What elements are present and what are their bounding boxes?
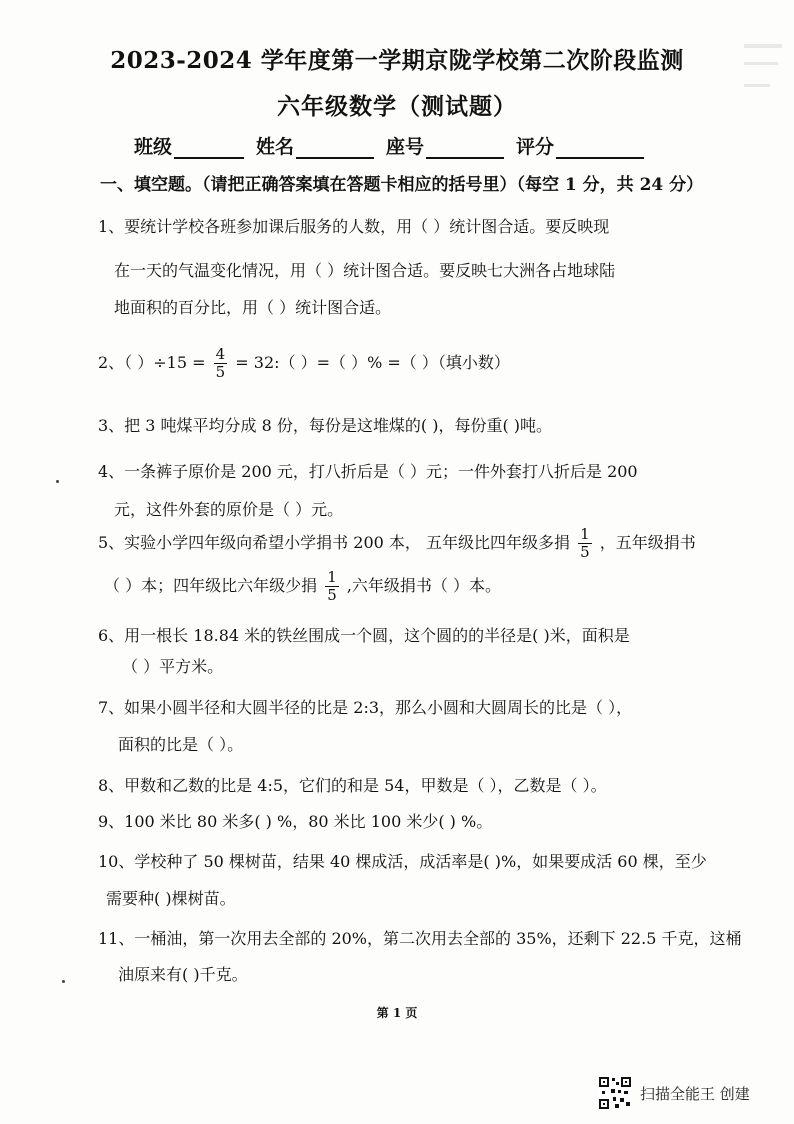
fraction-one-fifth — [325, 569, 339, 604]
question-7-line-2: 面积的比是（ ）。 — [118, 735, 244, 754]
fraction-numerator: 1 — [580, 525, 590, 543]
student-info-row — [134, 132, 656, 159]
fraction-numerator: 4 — [215, 345, 226, 363]
score-blank[interactable] — [556, 137, 644, 159]
question-1-line-3: 地面积的百分比，用（ ）统计图合适。 — [114, 298, 392, 317]
fraction-denominator: 5 — [215, 363, 226, 381]
question-6-line-1: 6、用一根长 18.84 米的铁丝围成一个圆，这个圆的的半径是( )米，面积是 — [98, 626, 630, 645]
score-label: 评分 — [516, 136, 555, 158]
scan-speck — [62, 980, 65, 983]
fraction-denominator: 5 — [580, 543, 590, 561]
question-5-line-1 — [98, 526, 696, 561]
name-label: 姓名 — [256, 136, 295, 158]
question-3: 3、把 3 吨煤平均分成 8 份，每份是这堆煤的( )，每份重( )吨。 — [98, 416, 553, 435]
question-10-line-1: 10、学校种了 50 棵树苗，结果 40 棵成活，成活率是( )%，如果要成活 60 棵，至少 — [98, 852, 707, 871]
question-5-part-b: ，五年级捐书 — [599, 533, 696, 552]
watermark-text: 扫描全能王 创建 — [640, 1084, 750, 1103]
question-11-line-2: 油原来有( )千克。 — [118, 965, 248, 984]
fraction-one-fifth — [578, 526, 592, 561]
class-label: 班级 — [134, 136, 173, 158]
question-10-line-2: 需要种( )棵树苗。 — [106, 889, 236, 908]
question-5-part-a: 5、实验小学四年级向希望小学捐书 200 本， 五年级比四年级多捐 — [98, 533, 570, 552]
question-5-part-d: ,六年级捐书（ ）本。 — [346, 576, 502, 595]
question-2-part-b: = 32:（ ）=（ ）% =（ ）（填小数） — [235, 353, 510, 372]
score-field — [516, 132, 644, 159]
question-2 — [98, 346, 510, 381]
seat-label: 座号 — [386, 136, 425, 158]
bleed-through-shadow — [740, 40, 786, 100]
seat-field — [386, 132, 504, 159]
section-heading: 一、填空题。（请把正确答案填在答题卡相应的括号里）（每空 1 分，共 24 分） — [100, 175, 704, 195]
qr-code-icon — [598, 1076, 632, 1110]
question-9: 9、100 米比 80 米多( ) %，80 米比 100 米少( ) %。 — [98, 812, 493, 831]
class-blank[interactable] — [174, 137, 244, 159]
exam-subtitle: 六年级数学（测试题） — [277, 93, 517, 120]
question-11-line-1: 11、一桶油，第一次用去全部的 20%，第二次用去全部的 35%，还剩下 22.5 千克，这桶 — [98, 929, 742, 948]
question-2-part-a: 2、（ ）÷15 = — [98, 353, 206, 372]
question-4-line-1: 4、一条裤子原价是 200 元，打八折后是（ ）元；一件外套打八折后是 200 — [98, 462, 638, 481]
question-5-line-2 — [104, 569, 501, 604]
seat-blank[interactable] — [426, 137, 504, 159]
page-number: 第 1 页 — [376, 1006, 418, 1020]
question-5-part-c: （ ）本；四年级比六年级少捐 — [104, 576, 318, 595]
scan-speck — [56, 480, 59, 483]
fraction-denominator: 5 — [327, 586, 337, 604]
name-field — [256, 132, 374, 159]
question-7-line-1: 7、如果小圆半径和大圆半径的比是 2:3，那么小圆和大圆周长的比是（ ）， — [98, 698, 633, 717]
name-blank[interactable] — [296, 137, 374, 159]
exam-title: 2023-2024 学年度第一学期京陇学校第二次阶段监测 — [110, 47, 684, 74]
fraction-numerator: 1 — [327, 568, 337, 586]
question-1-line-1: 1、要统计学校各班参加课后服务的人数，用（ ）统计图合适。要反映现 — [98, 217, 610, 236]
question-4-line-2: 元，这件外套的原价是（ ）元。 — [114, 500, 344, 519]
question-6-line-2: （ ）平方米。 — [122, 657, 224, 676]
class-field — [134, 132, 244, 159]
question-1-line-2: 在一天的气温变化情况，用（ ）统计图合适。要反映七大洲各占地球陆 — [114, 261, 616, 280]
scanner-watermark — [598, 1076, 750, 1110]
fraction-four-fifths — [214, 346, 228, 381]
question-8: 8、甲数和乙数的比是 4:5，它们的和是 54，甲数是（ ），乙数是（ ）。 — [98, 776, 607, 795]
